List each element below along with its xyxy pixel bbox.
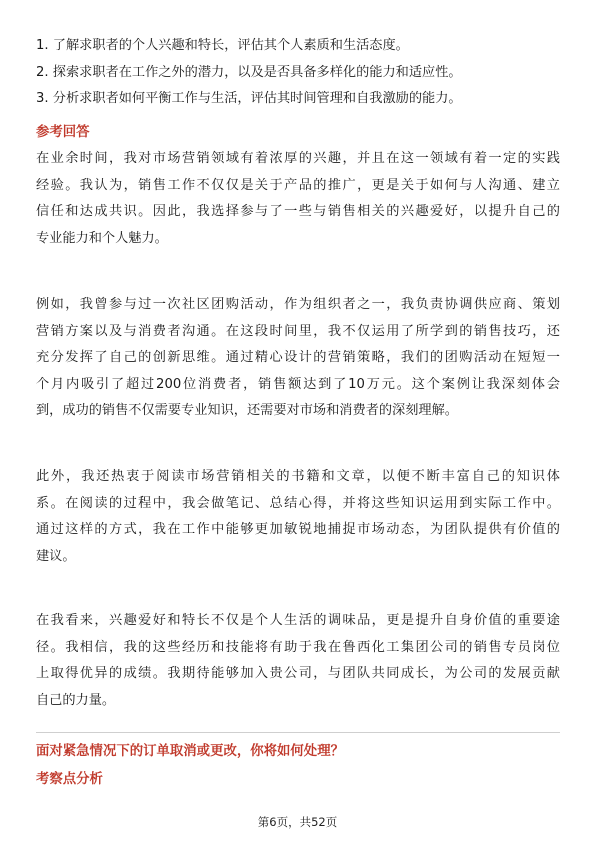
answer-paragraph-3 [36, 464, 560, 570]
paragraph-line: 营销方案以及与消费者沟通。在这段时间里，我不仅运用了所学到的销售技巧，还 [36, 323, 560, 339]
paragraph-line: 自己的力量。 [36, 692, 116, 708]
paragraph-line: 在业余时间，我对市场营销领域有着浓厚的兴趣，并且在这一领域有着一定的实践 [36, 151, 560, 166]
answer-paragraph-4 [36, 608, 560, 714]
paragraph-line: 信任和达成共识。因此，我选择参与了一些与销售相关的兴趣爱好，以提升自己的 [36, 204, 560, 219]
paragraph-line: 径。我相信，我的这些经历和技能将有助于我在鲁西化工集团公司的销售专员岗位 [36, 639, 560, 655]
paragraph-line: 例如，我曾参与过一次社区团购活动，作为组织者之一，我负责协调供应商、策划 [36, 297, 560, 312]
analysis-heading: 考察点分析 [36, 772, 103, 787]
paragraph-line: 到，成功的销售不仅需要专业知识，还需要对市场和消费者的深刻理解。 [36, 403, 458, 418]
paragraph-line: 在我看来，兴趣爱好和特长不仅是个人生活的调味品，更是提升自身价值的重要途 [36, 613, 560, 628]
paragraph-line: 个月内吸引了超过200位消费者，销售额达到了10万元。这个案例让我深刻体会 [36, 376, 560, 392]
paragraph-line: 充分发挥了自己的创新思维。通过精心设计的营销策略，我们的团购活动在短短一 [36, 350, 560, 365]
paragraph-line: 上取得优异的成绩。我期待能够加入贵公司，与团队共同成长，为公司的发展贡献 [36, 666, 560, 681]
page-number-footer: 第6页，共52页 [257, 815, 338, 829]
list-item: 3. 分析求职者如何平衡工作与生活，评估其时间管理和自我激励的能力。 [36, 91, 462, 106]
paragraph-line: 通过这样的方式，我在工作中能够更加敏锐地捕捉市场动态，为团队提供有价值的 [36, 522, 560, 537]
answer-paragraph-2 [36, 292, 560, 425]
paragraph-line: 系。在阅读的过程中，我会做笔记、总结心得，并将这些知识运用到实际工作中。 [36, 495, 560, 511]
reference-answer-heading: 参考回答 [36, 125, 90, 140]
section-divider [36, 732, 560, 733]
list-item: 2. 探索求职者在工作之外的潜力，以及是否具备多样化的能力和适应性。 [36, 64, 462, 80]
paragraph-line: 专业能力和个人魅力。 [36, 230, 168, 246]
next-question-heading: 面对紧急情况下的订单取消或更改，你将如何处理？ [36, 744, 344, 759]
answer-paragraph-1 [36, 146, 560, 252]
paragraph-line: 经验。我认为，销售工作不仅仅是关于产品的推广，更是关于如何与人沟通、建立 [36, 177, 560, 193]
evaluation-points-list [36, 33, 566, 113]
paragraph-line: 建议。 [36, 548, 76, 564]
list-item: 1. 了解求职者的个人兴趣和特长，评估其个人素质和生活态度。 [36, 38, 409, 53]
paragraph-line: 此外，我还热衷于阅读市场营销相关的书籍和文章，以便不断丰富自己的知识体 [36, 469, 560, 484]
